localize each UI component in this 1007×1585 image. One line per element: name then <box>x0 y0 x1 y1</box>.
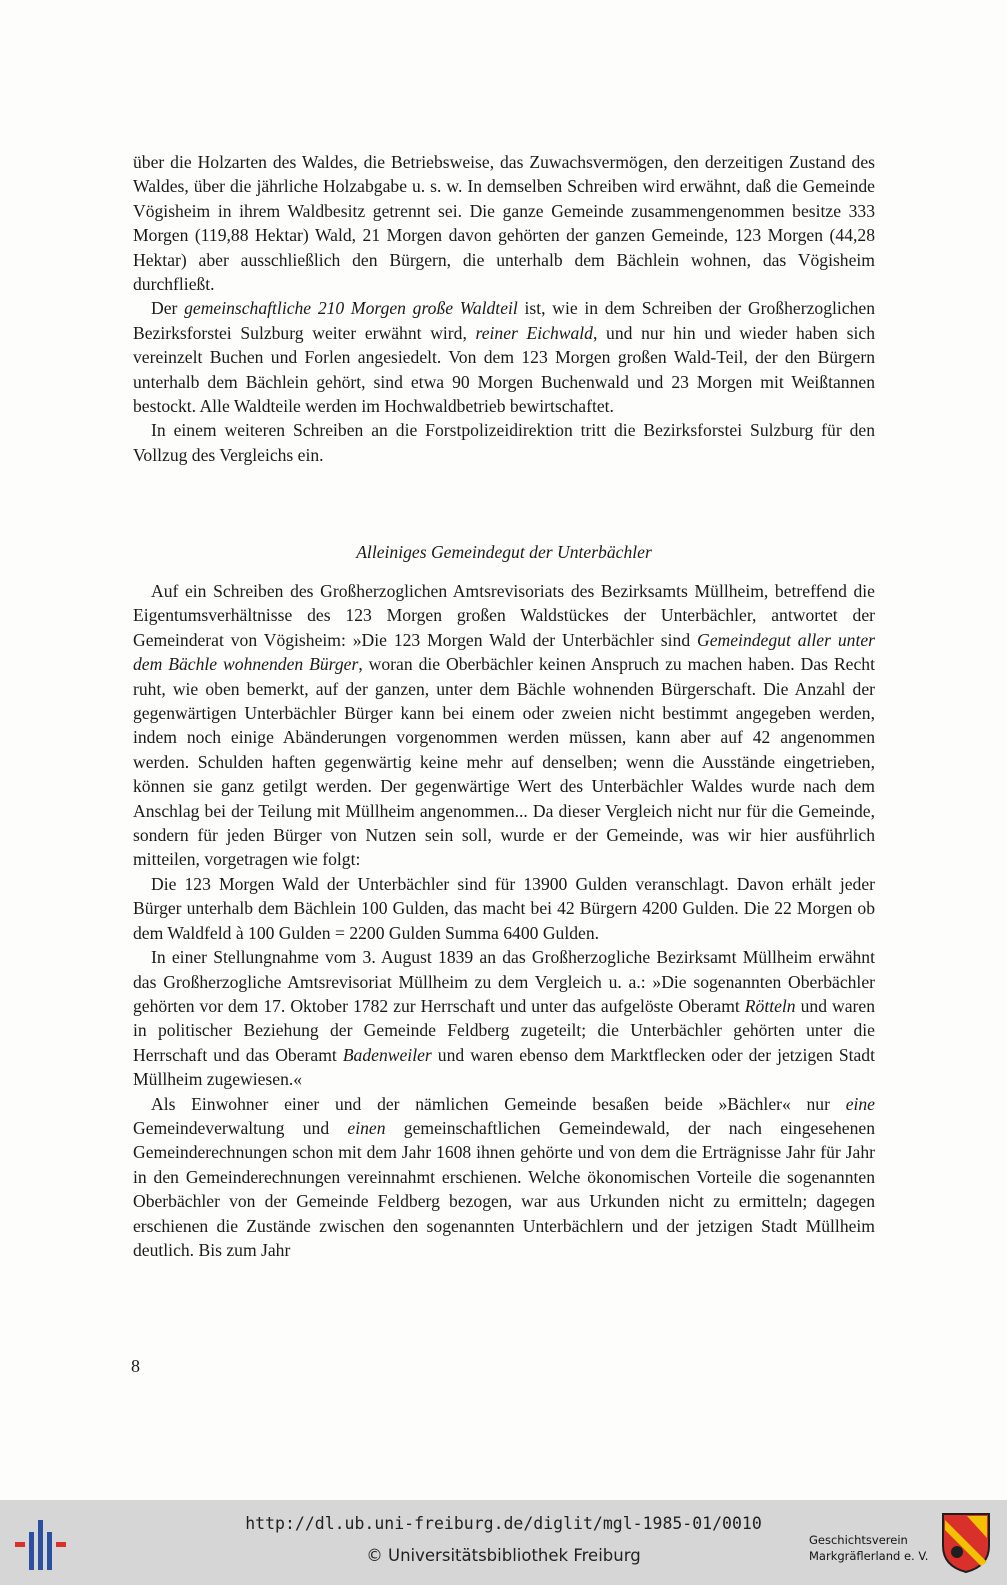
society-name: Geschichtsverein Markgräflerland e. V. <box>809 1533 929 1563</box>
emphasis: gemeinschaftliche 210 Morgen große Waldteil <box>184 298 518 319</box>
body-text-lower <box>133 579 875 1262</box>
page-number: 8 <box>131 1356 140 1376</box>
paragraph: Die 123 Morgen Wald der Unterbächler sind für 13900 Gulden veranschlagt. Davon erhält jeder Bürger unterhalb dem Bächlein 100 Gulden, das macht bei 42 Bürgern 4200 Gulden. Die 22 Morgen ob dem Waldfeld à 100 Gulden = 2200 Gulden Summa 6400 Gulden. <box>133 873 875 943</box>
body-text-upper <box>133 150 875 467</box>
paragraph: In einer Stellungnahme vom 3. August 1839 an das Großherzogliche Bezirksamt Müllheim erwähnt das Großherzogliche Amtsrevisoriat Müllheim zu dem Vergleich u. a.: »Die sogenannten Oberbächler gehörten vor dem 17. Oktober 1782 zur Herrschaft und unter das aufgelöste Oberamt Rötteln und waren in politischer Beziehung der Gemeinde Feldberg zugeteilt; die Unterbächler gehörten unter die Herrschaft und das Oberamt Badenweiler und waren ebenso dem Marktflecken oder der jetzigen Stadt Müllheim zugewiesen.« <box>133 947 875 1090</box>
emphasis: reiner Eichwald <box>475 322 593 343</box>
paragraph: Auf ein Schreiben des Großherzoglichen Amtsrevisoriats des Bezirksamts Müllheim, betreffend die Eigentumsverhältnisse des 123 Morgen großen Waldstückes der Unterbächler, antwortet der Gemeinderat von Vögisheim: »Die 123 Morgen Wald der Unterbächler sind Gemeindegut aller unter dem Bächle wohnenden Bürger, woran die Oberbächler keinen Anspruch zu machen haben. Das Recht ruht, wie oben bemerkt, auf der ganzen, unter dem Bächle wohnenden Bürgerschaft. Die Anzahl der gegenwärtigen Unterbächler Bürger kann bei einem oder zweien nicht bestimmt angegeben werden, indem noch einige Abänderungen vorgenommen werden müssen, kann aber auf 42 angenommen werden. Schulden haften gegenwärtig keine mehr auf denselben; wenn die Ausstände eingetrieben, können sie ganz getilgt werden. Der gegenwärtige Wert des Unterbächler Waldes wurde nach dem Anschlag bei der Teilung mit Müllheim angenommen... Da dieser Vergleich nicht nur für die Gemeinde, sondern für jeden Bürger von Nutzen sein soll, wurde er der Gemeinde, was wir hier ausführlich mitteilen, vorgetragen wie folgt: <box>133 581 876 870</box>
footer-bar <box>0 1500 1007 1585</box>
footer-url-link[interactable]: http://dl.ub.uni-freiburg.de/diglit/mgl-1985-01/0010 <box>245 1514 762 1533</box>
emphasis: einen <box>347 1117 386 1138</box>
emphasis: eine <box>845 1093 875 1114</box>
paragraph: Der gemeinschaftliche 210 Morgen große Waldteil ist, wie in dem Schreiben der Großherzoglichen Bezirksforstei Sulzburg weiter erwähnt wird, reiner Eichwald, und nur hin und wieder haben sich vereinzelt Buchen und Forlen angesiedelt. Von dem 123 Morgen großen Wald-Teil, der den Bürgern unterhalb dem Bächlein gehört, sind etwa 90 Morgen Buchenwald und 23 Morgen mit Weißtannen bestockt. Alle Waldteile werden im Hochwaldbetrieb bewirtschaftet. <box>133 298 875 417</box>
emphasis: Rötteln <box>744 995 796 1016</box>
emphasis: Gemeindegut aller unter dem Bächle wohnenden Bürger <box>133 629 876 675</box>
emphasis: Badenweiler <box>342 1044 432 1065</box>
footer-copyright: © Universitätsbibliothek Freiburg <box>366 1546 641 1565</box>
paragraph: über die Holzarten des Waldes, die Betriebsweise, das Zuwachsvermögen, den derzeitigen Zustand des Waldes, über die jährliche Holzabgabe u. s. w. In demselben Schreiben wird erwähnt, daß die Gemeinde Vögisheim in ihrem Waldbesitz getrennt sei. Die ganze Gemeinde zusammengenommen besitze 333 Morgen (119,88 Hektar) Wald, 21 Morgen davon gehörten der ganzen Gemeinde, 123 Morgen (44,28 Hektar) aber ausschließlich den Bürgern, die unterhalb dem Bächlein wohnen, das Vögisheim durchfließt. <box>133 152 875 295</box>
paragraph: Als Einwohner einer und der nämlichen Gemeinde besaßen beide »Bächler« nur eine Gemeindeverwaltung und einen gemeinschaftlichen Gemeindewald, der nach eingesehenen Gemeinderechnungen schon mit dem Jahr 1608 ihnen gehörte und von dem die Erträgnisse Jahr für Jahr in den Gemeinderechnungen vereinnahmt erschienen. Welche ökonomischen Vorteile die sogenannten Oberbächler von der Gemeinde Feldberg bezogen, war aus Urkunden nicht zu ermitteln; dagegen erschienen die Zustände zwischen den sogenannten Unterbächlern und der jetzigen Stadt Müllheim deutlich. Bis zum Jahr <box>133 1093 875 1260</box>
coat-of-arms-icon <box>941 1512 991 1574</box>
paragraph: In einem weiteren Schreiben an die Forstpolizeidirektion tritt die Bezirksforstei Sulzburg für den Vollzug des Vergleichs ein. <box>133 420 875 465</box>
section-heading: Alleiniges Gemeindegut der Unterbächler <box>356 542 652 562</box>
